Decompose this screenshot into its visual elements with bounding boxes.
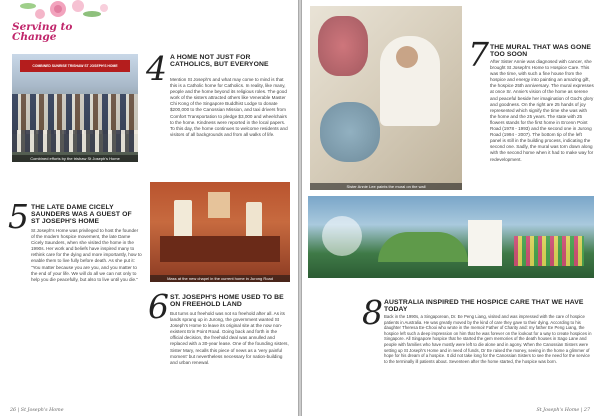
left-page-number: 26 bbox=[10, 408, 17, 413]
group-photo bbox=[12, 54, 138, 162]
sister-painting-photo bbox=[310, 6, 462, 190]
section-7-body: After Sister Annie was diagnosed with cancer, she brought St Joseph's Home to Hospice Care. This was the time, with such a fine house from the hospice and energy into painting an amazing gift, the hospice 25th anniversary. The mural expresses at once Sr. Annie's vision of the home as serene and peaceful beside her imagination of God's glory and goodness. On the right are 25 hands of joy represented which signify the time she was with the home and the 25 years. The state with 25 flowers stands for the first home in Ercenn Point Road (1978 - 1993) and the second one in Jurong Road (1994 - 2007). The bottom tip of the left panel is still in the building process, indicating the second one. Sadly, the mural was torn down along with the second home when it had to make way for redevelopment. bbox=[490, 59, 594, 162]
section-number-7: 7 bbox=[468, 35, 489, 74]
photo-caption-group: Combined efforts by the trishaw St Joseph's Home bbox=[12, 155, 138, 162]
section-6-heading: ST. JOSEPH'S HOME USED TO BE ON FREEHOLD LAND bbox=[170, 294, 284, 308]
right-page-number: 27 bbox=[583, 408, 590, 413]
photo-caption-painting: Sister Annie Lee paints the mural on the wall bbox=[310, 183, 462, 190]
right-footer: St Joseph's Home | 27 bbox=[536, 408, 590, 413]
section-8-heading: AUSTRALIA INSPIRED THE HOSPICE CARE THAT WE HAVE TODAY bbox=[384, 299, 584, 313]
mural-photo bbox=[308, 196, 594, 278]
red-banner bbox=[20, 60, 130, 72]
left-footer: 26 | St Joseph's Home bbox=[10, 408, 64, 413]
group-people bbox=[12, 94, 138, 134]
section-number-5: 5 bbox=[8, 197, 29, 236]
section-8-body: Back in the 1990s, a Singaporean, Dr. Ee Peng Liang, visited and was impressed with the care of hospice patients in Australia. He was greatly moved by the kind of care they gave to their dying. According to his daughter Theresa Ee-Chooi who wrote in the memoir Father of Charity and: my father Ee Peng Liang, the hospice left such a deep impression on him that he was forever on the lookout for a way to create hospices in Singapore. All Singapore hospice that he started the gem memories of the death houses in Sago Lane and people with families who have mostly were left to die alone and in agony. When the Canossian Sisters were setting up St Joseph's Home and in need of funds, Dr Ee raised the money, seeing in the home a glimmer of hope for his dream of a hospice. It did not take long for the Canossian Sisters to see the need for the service to the terminally ill patients about. Seventeen after the home started, the hospice was born. bbox=[384, 314, 592, 364]
section-6-body: But turns out freehold was not so freehold after all. As its lands sprang up in Jurong, the government wanted St Joseph's Home to leave its original site at the now non-existent Erin Point Road. Going back and forth in the official decision, the freehold deal was annulled and replaced with a 30-year lease. One of the founding sisters, Sister Mary, recalls this piece of news as a 'very painful moment' but nevertheless necessary for nation-building and urban renewal. bbox=[170, 311, 289, 365]
right-footer-title: St Joseph's Home bbox=[536, 408, 580, 413]
banner-text: COMBINED SUNRISE TRISHAW ST JOSEPH'S HOME bbox=[32, 64, 118, 68]
logo-line-1: Serving to bbox=[12, 21, 73, 33]
left-footer-title: St Joseph's Home bbox=[20, 408, 64, 413]
section-4-heading: A HOME NOT JUST FOR CATHOLICS, BUT EVERYONE bbox=[170, 54, 269, 68]
logo-line-2: Change bbox=[12, 31, 57, 43]
section-7-heading: THE MURAL THAT WAS GONE TOO SOON bbox=[490, 44, 591, 58]
photo-caption-chapel: Mass at the new chapel in the current home in Jurong Road bbox=[150, 275, 290, 282]
serving-to-change-logo bbox=[10, 16, 84, 50]
section-number-8: 8 bbox=[362, 293, 383, 332]
left-page bbox=[0, 0, 298, 416]
section-number-6: 6 bbox=[148, 287, 169, 326]
chapel-mass-photo bbox=[150, 182, 290, 282]
section-number-4: 4 bbox=[146, 49, 167, 88]
section-5-heading: THE LATE DAME CICELY SAUNDERS WAS A GUEST OF ST JOSEPH'S HOME bbox=[31, 204, 132, 225]
section-4-body: Mention St Joseph's and what may come to mind is that this is a Catholic home for Catholics. In reality, like many, people and the home beyond its religious roles. The good work of the sisters attracted others like Venerable Master Chi Kong of the Singapore Buddhist Lodge to donate $200,000 to the Canossian Mission, and taxi drivers from Comfort Transportation to pledge $3,000 and wheelchairs to the home. Kindness were reported in the local papers. To this day, the home continues to welcome residents and visitors of all backgrounds and from all walks of life. bbox=[170, 77, 288, 137]
section-5-body: St Joseph's Home was privileged to host the founder of the modern hospice movement, the late Dame Cicely Saunders, when she visited the home in the 1990s. Her work and beliefs have inspired many to rethink care for the dying and more importantly, how to enable them to live fully before death. As she put it: "You matter because you are you, and you matter to the end of your life. We will do all we can not only to help you die peacefully, but also to live until you die." bbox=[31, 228, 142, 282]
right-page bbox=[302, 0, 600, 416]
